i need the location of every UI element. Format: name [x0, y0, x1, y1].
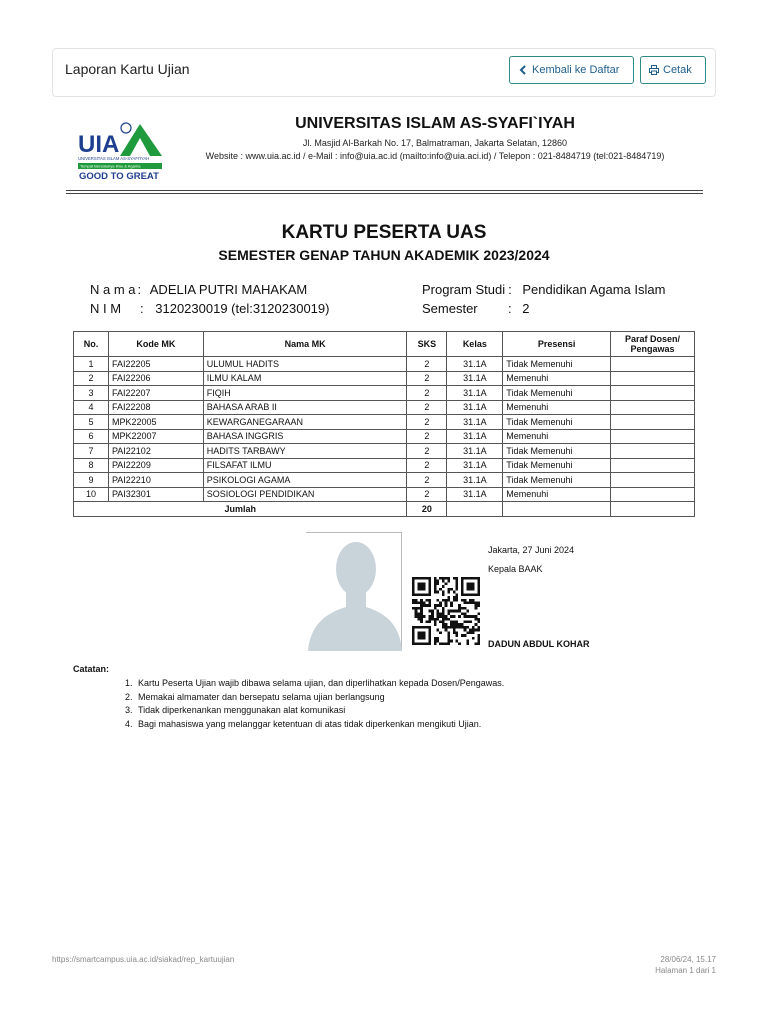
- student-name-row: [90, 282, 307, 297]
- footer-datetime: 28/06/24, 15.17: [660, 955, 716, 964]
- university-contact: Website : www.uia.ac.id / e-Mail : info@uia.ac.id (mailto:info@uia.aci.id) / Telepon : 021-8484719 (tel:021-8484719): [205, 151, 665, 161]
- cell-kode: FAI22207: [108, 386, 203, 401]
- col-header-kode: Kode MK: [108, 332, 203, 357]
- cell-sks: 2: [407, 487, 447, 502]
- table-row: [74, 458, 695, 473]
- cell-sks: 2: [407, 400, 447, 415]
- cell-nama: KEWARGANEGARAAN: [203, 415, 407, 430]
- total-sks: 20: [407, 502, 447, 517]
- cell-nama: ULUMUL HADITS: [203, 357, 407, 372]
- signature-date: Jakarta, 27 Juni 2024: [488, 545, 575, 555]
- note-item: 2. Memakai almamater dan bersepatu selama ujian berlangsung: [125, 691, 385, 702]
- program-value: Pendidikan Agama Islam: [522, 282, 666, 297]
- university-address: Jl. Masjid Al-Barkah No. 17, Balmatraman, Jakarta Selatan, 12860: [302, 138, 568, 148]
- cell-kode: PAI22209: [108, 458, 203, 473]
- program-label: Program Studi: [422, 282, 506, 297]
- note-item: 4. Bagi mahasiswa yang melanggar ketentuan di atas tidak diperkenkan mengikuti Ujian.: [125, 718, 482, 729]
- print-button[interactable]: [640, 56, 706, 84]
- notes-list: [125, 678, 505, 732]
- svg-text:UNIVERSITAS ISLAM AS-SYAFI'IYA: UNIVERSITAS ISLAM AS-SYAFI'IYAH: [78, 156, 150, 161]
- table-row: [74, 415, 695, 430]
- printer-icon: [649, 65, 659, 75]
- cell-paraf: [611, 415, 695, 430]
- header-panel: [52, 48, 716, 97]
- cell-paraf: [611, 357, 695, 372]
- cell-paraf: [611, 400, 695, 415]
- cell-presensi: Tidak Memenuhi: [503, 458, 611, 473]
- cell-no: 5: [74, 415, 109, 430]
- note-item: 1. Kartu Peserta Ujian wajib dibawa selama ujian, dan diperlihatkan kepada Dosen/Pengawas.: [125, 678, 505, 688]
- cell-kelas: 31.1A: [447, 357, 503, 372]
- cell-no: 8: [74, 458, 109, 473]
- cell-kode: MPK22007: [108, 429, 203, 444]
- cell-presensi: Memenuhi: [503, 429, 611, 444]
- page-title: Laporan Kartu Ujian: [65, 61, 190, 77]
- semester-value: 2: [522, 301, 530, 316]
- cell-nama: SOSIOLOGI PENDIDIKAN: [203, 487, 407, 502]
- document-title: KARTU PESERTA UAS: [281, 222, 487, 243]
- cell-nama: ILMU KALAM: [203, 371, 407, 386]
- cell-kode: PAI22102: [108, 444, 203, 459]
- cell-kelas: 31.1A: [447, 386, 503, 401]
- qr-code: [410, 577, 482, 645]
- person-silhouette-icon: [306, 533, 402, 651]
- cell-no: 9: [74, 473, 109, 488]
- note-item: 3. Tidak diperkenankan menggunakan alat komunikasi: [125, 705, 346, 715]
- cell-kelas: 31.1A: [447, 458, 503, 473]
- nim-label: N I M: [90, 301, 122, 316]
- semester-label: Semester: [422, 301, 478, 316]
- program-row: [422, 282, 665, 297]
- cell-paraf: [611, 473, 695, 488]
- cell-kelas: 31.1A: [447, 415, 503, 430]
- cell-sks: 2: [407, 357, 447, 372]
- cell-kode: FAI22208: [108, 400, 203, 415]
- cell-presensi: Tidak Memenuhi: [503, 357, 611, 372]
- cell-kelas: 31.1A: [447, 473, 503, 488]
- total-empty-paraf: [611, 502, 695, 517]
- student-name: ADELIA PUTRI MAHAKAM: [149, 282, 308, 297]
- cell-kelas: 31.1A: [447, 444, 503, 459]
- table-header-row: [74, 332, 695, 357]
- table-total-row: [74, 502, 695, 517]
- table-row: [74, 429, 695, 444]
- table-row: [74, 473, 695, 488]
- back-to-list-button[interactable]: [509, 56, 634, 84]
- cell-nama: FILSAFAT ILMU: [203, 458, 407, 473]
- course-table: [73, 331, 695, 517]
- nim-sep: :: [140, 301, 144, 316]
- cell-no: 6: [74, 429, 109, 444]
- back-button-label: Kembali ke Daftar: [532, 64, 620, 76]
- cell-sks: 2: [407, 371, 447, 386]
- cell-kelas: 31.1A: [447, 429, 503, 444]
- cell-nama: BAHASA INGGRIS: [203, 429, 407, 444]
- cell-paraf: [611, 458, 695, 473]
- cell-no: 4: [74, 400, 109, 415]
- col-header-no: No.: [74, 332, 109, 357]
- footer-url: https://smartcampus.uia.ac.id/siakad/rep_kartuujian: [52, 955, 235, 964]
- signature-role: Kepala BAAK: [488, 564, 543, 574]
- cell-presensi: Memenuhi: [503, 371, 611, 386]
- cell-kode: PAI32301: [108, 487, 203, 502]
- cell-sks: 2: [407, 386, 447, 401]
- name-sep: :: [137, 282, 142, 297]
- student-nim: 3120230019 (tel:3120230019): [155, 301, 330, 316]
- table-row: [74, 386, 695, 401]
- notes-heading: Catatan:: [73, 664, 110, 674]
- header-divider-2: [66, 193, 703, 194]
- total-label: Jumlah: [74, 502, 407, 517]
- name-label: N a m a: [90, 282, 136, 297]
- cell-nama: PSIKOLOGI AGAMA: [203, 473, 407, 488]
- signature-name: DADUN ABDUL KOHAR: [488, 639, 590, 649]
- table-row: [74, 371, 695, 386]
- footer-page: Halaman 1 dari 1: [655, 966, 716, 975]
- cell-sks: 2: [407, 429, 447, 444]
- cell-kelas: 31.1A: [447, 400, 503, 415]
- total-empty-kelas: [447, 502, 503, 517]
- col-header-paraf: Paraf Dosen/ Pengawas: [611, 332, 695, 357]
- cell-no: 2: [74, 371, 109, 386]
- university-logo: [76, 118, 168, 182]
- table-row: [74, 357, 695, 372]
- cell-presensi: Tidak Memenuhi: [503, 444, 611, 459]
- cell-no: 1: [74, 357, 109, 372]
- cell-presensi: Tidak Memenuhi: [503, 415, 611, 430]
- table-row: [74, 444, 695, 459]
- cell-presensi: Tidak Memenuhi: [503, 386, 611, 401]
- cell-nama: HADITS TARBAWY: [203, 444, 407, 459]
- cell-kode: FAI22206: [108, 371, 203, 386]
- cell-sks: 2: [407, 473, 447, 488]
- cell-kelas: 31.1A: [447, 487, 503, 502]
- cell-sks: 2: [407, 458, 447, 473]
- total-empty-presensi: [503, 502, 611, 517]
- cell-no: 3: [74, 386, 109, 401]
- student-nim-row: [90, 301, 329, 316]
- svg-text:GOOD TO GREAT: GOOD TO GREAT: [79, 171, 159, 182]
- svg-text:Tempat Bersatunya Ilmu & Agama: Tempat Bersatunya Ilmu & Agama: [80, 163, 141, 169]
- cell-paraf: [611, 444, 695, 459]
- document-subtitle: SEMESTER GENAP TAHUN AKADEMIK 2023/2024: [218, 247, 550, 263]
- col-header-sks: SKS: [407, 332, 447, 357]
- semester-sep: :: [508, 301, 512, 316]
- cell-paraf: [611, 487, 695, 502]
- col-header-kelas: Kelas: [447, 332, 503, 357]
- cell-kelas: 31.1A: [447, 371, 503, 386]
- cell-presensi: Tidak Memenuhi: [503, 473, 611, 488]
- cell-sks: 2: [407, 444, 447, 459]
- svg-text:UIA: UIA: [78, 131, 120, 158]
- cell-no: 10: [74, 487, 109, 502]
- cell-nama: BAHASA ARAB II: [203, 400, 407, 415]
- cell-presensi: Memenuhi: [503, 487, 611, 502]
- col-header-nama: Nama MK: [203, 332, 407, 357]
- cell-no: 7: [74, 444, 109, 459]
- cell-sks: 2: [407, 415, 447, 430]
- table-row: [74, 400, 695, 415]
- cell-paraf: [611, 386, 695, 401]
- cell-kode: MPK22005: [108, 415, 203, 430]
- cell-nama: FIQIH: [203, 386, 407, 401]
- student-photo: [306, 532, 402, 650]
- header-divider: [66, 190, 703, 191]
- table-row: [74, 487, 695, 502]
- cell-kode: FAI22205: [108, 357, 203, 372]
- cell-paraf: [611, 429, 695, 444]
- cell-paraf: [611, 371, 695, 386]
- program-sep: :: [508, 282, 512, 297]
- cell-presensi: Memenuhi: [503, 400, 611, 415]
- semester-row: [422, 301, 529, 316]
- col-header-presensi: Presensi: [503, 332, 611, 357]
- print-button-label: Cetak: [663, 64, 692, 76]
- chevron-left-icon: [518, 65, 528, 75]
- university-name: UNIVERSITAS ISLAM AS-SYAFI`IYAH: [295, 115, 575, 132]
- cell-kode: PAI22210: [108, 473, 203, 488]
